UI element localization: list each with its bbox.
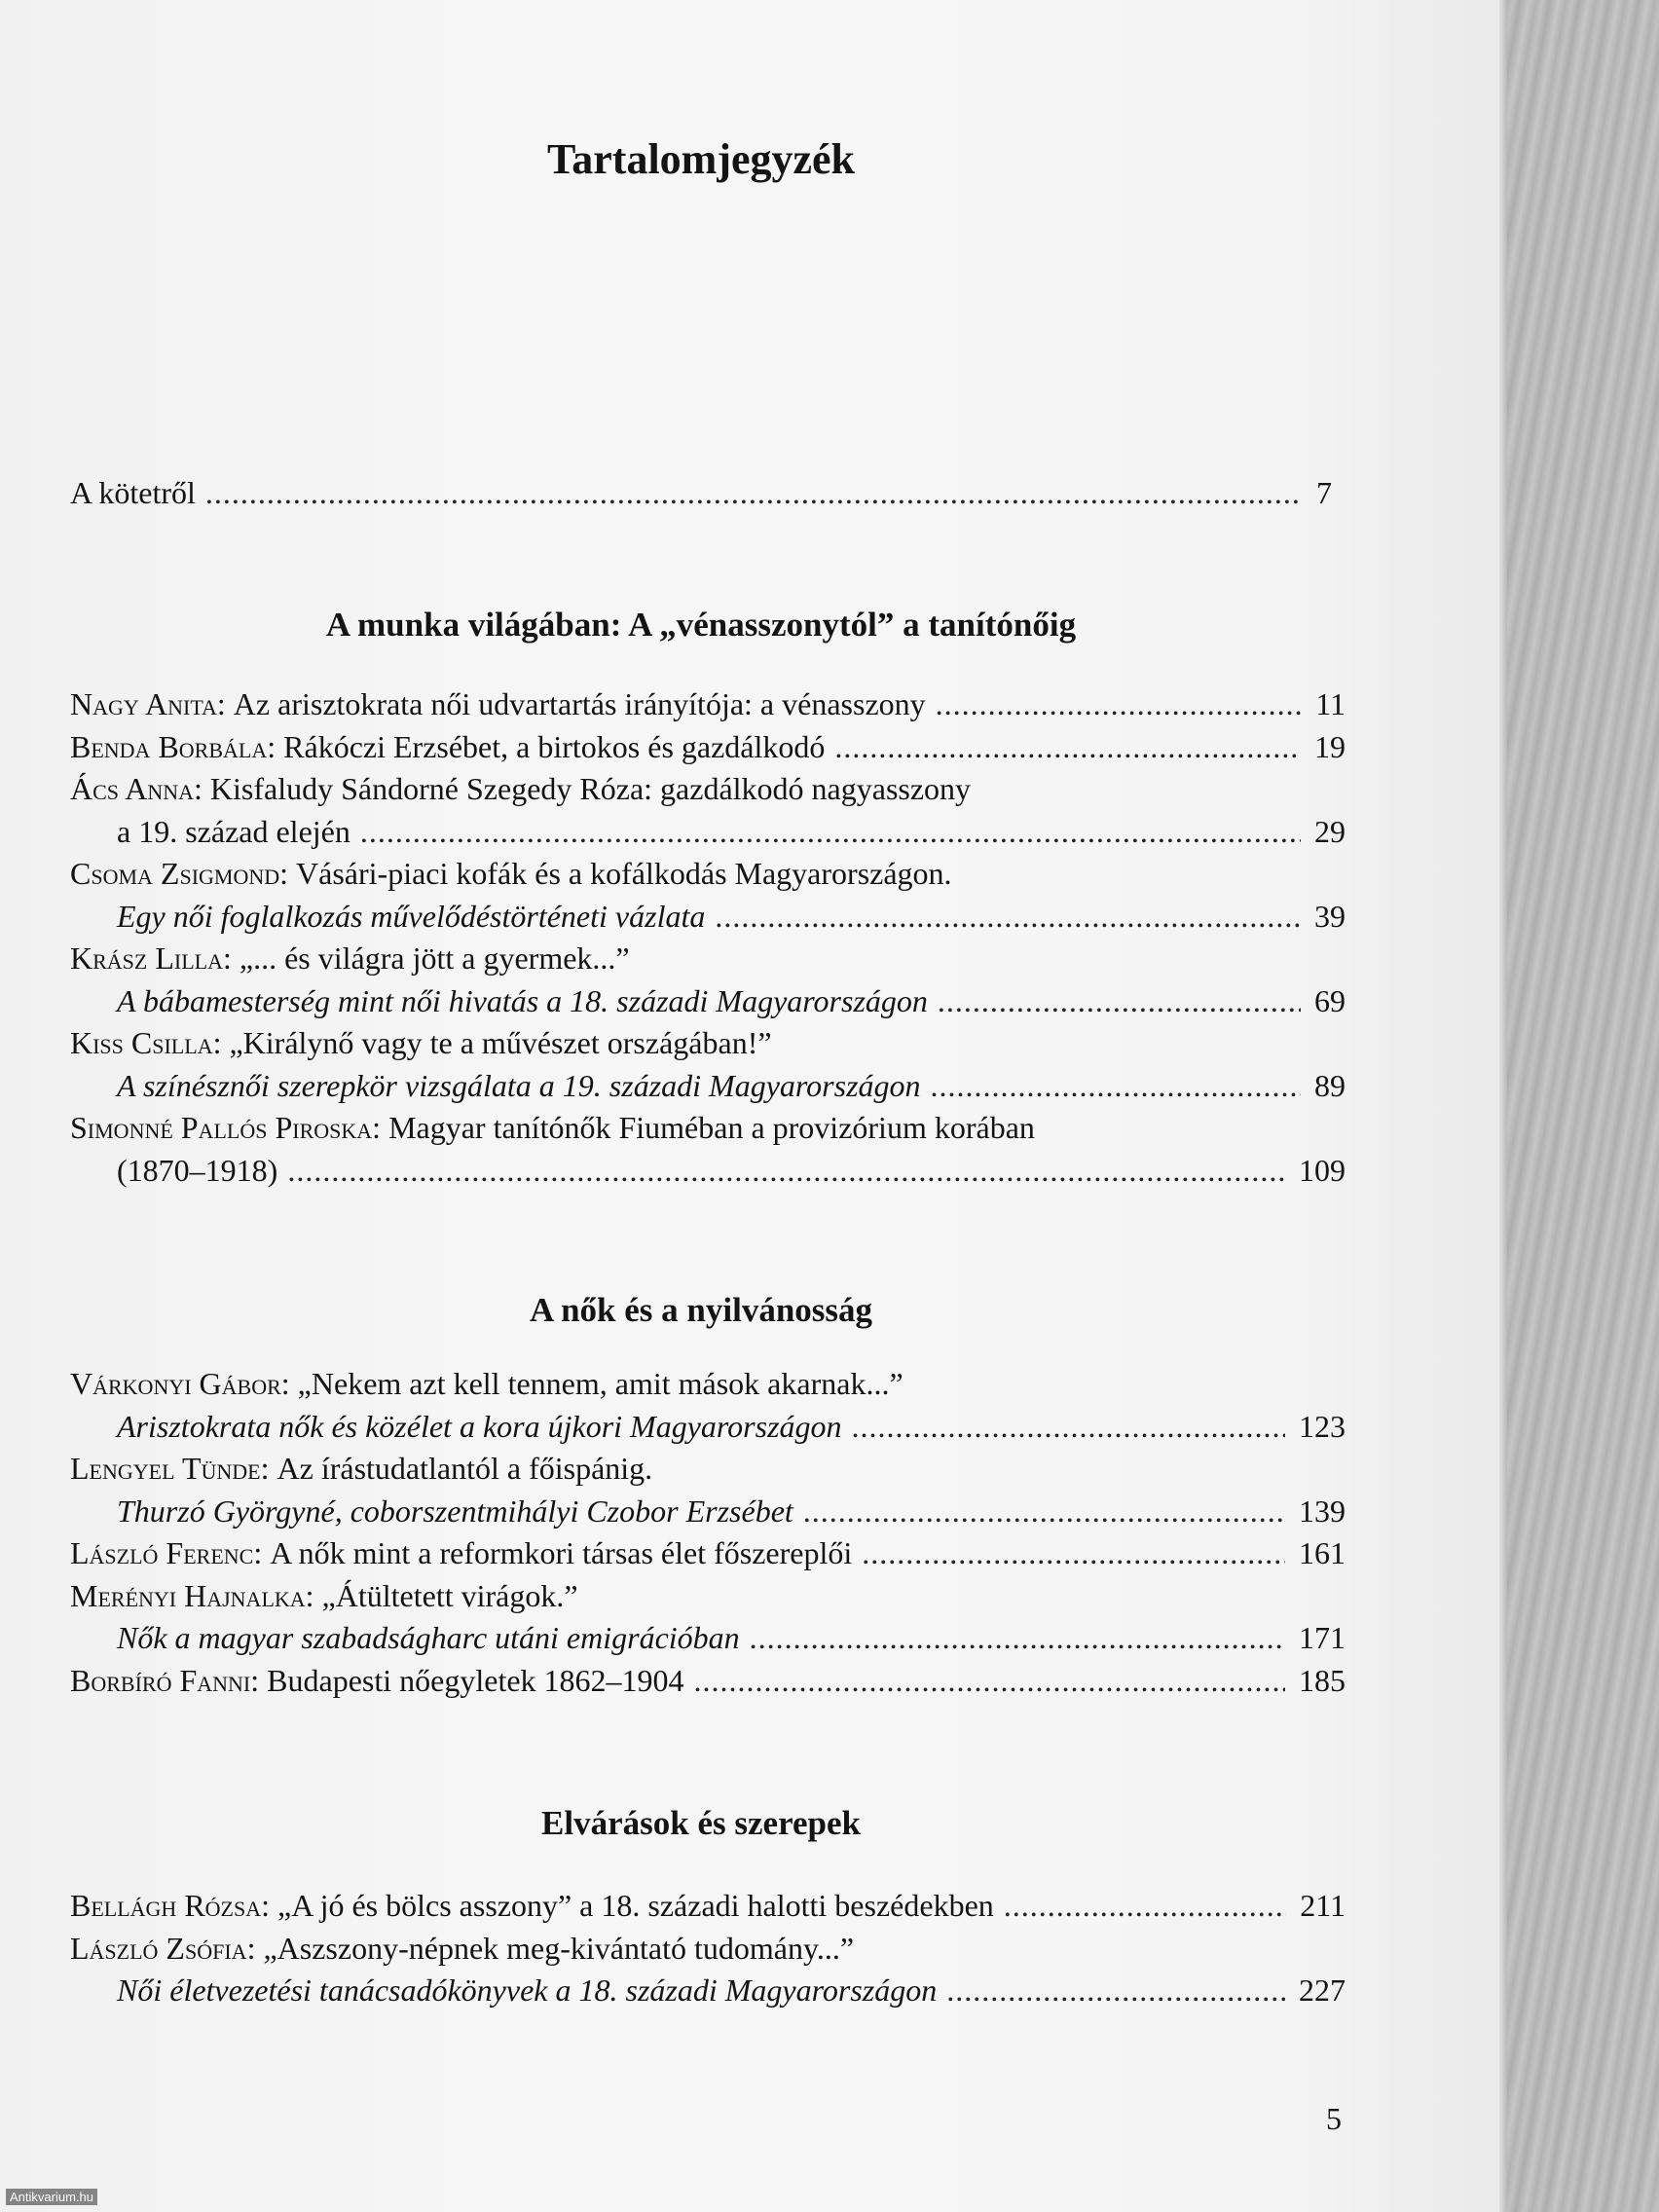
toc-entry-line: [70, 683, 1346, 726]
toc-author: Benda Borbála: [70, 728, 268, 764]
toc-page-number: 123: [1299, 1408, 1346, 1444]
toc-entry-line: [70, 938, 1346, 980]
page-title: Tartalomjegyzék: [546, 135, 856, 183]
toc-entry-line: [70, 1491, 1346, 1533]
toc-title: „... és világra jött a gyermek...”: [239, 940, 630, 976]
toc-entry[interactable]: [70, 683, 1346, 726]
dot-leader: [750, 1617, 1285, 1660]
toc-entry-line: [70, 1363, 1346, 1406]
author-separator: :: [279, 856, 297, 891]
toc-entry-line: [70, 896, 1346, 939]
toc-entry-line: [70, 1660, 1346, 1703]
toc-title: „Aszszony-népnek meg-kivántató tudomány...”: [263, 1930, 855, 1966]
toc-title: Rákóczi Erzsébet, a birtokos és gazdálkodó: [283, 728, 826, 764]
author-separator: :: [261, 1888, 278, 1923]
toc-author: Bellágh Rózsa: [70, 1888, 262, 1923]
dot-leader: [715, 896, 1301, 939]
toc-page-number: 89: [1314, 1067, 1346, 1103]
toc-subtitle: A bábamesterség mint női hivatás a 18. századi Magyarországon: [117, 982, 928, 1018]
toc-subtitle: Nők a magyar szabadságharc utáni emigrációban: [117, 1620, 740, 1655]
dot-leader: [834, 726, 1301, 769]
toc-entry-line: [70, 1617, 1346, 1660]
toc-entry[interactable]: [70, 1532, 1346, 1575]
section-entries: [70, 1363, 1346, 1702]
toc-entry-line: [70, 1532, 1346, 1575]
toc-entry[interactable]: [70, 768, 1346, 853]
dot-leader: [1004, 1885, 1286, 1928]
dot-leader: [205, 475, 1303, 511]
toc-title: Az írástudatlantól a főispánig.: [276, 1451, 653, 1486]
toc-page-number: 109: [1299, 1152, 1346, 1188]
toc-title: „Nekem azt kell tennem, amit mások akarnak...”: [297, 1366, 903, 1401]
page-number: 5: [1326, 2101, 1342, 2136]
dot-leader: [803, 1491, 1285, 1533]
toc-page-number: 69: [1314, 982, 1346, 1018]
toc-title: Az arisztokrata női udvartartás irányítója: a vénasszony: [233, 686, 926, 721]
toc-title: A nők mint a reformkori társas élet főszereplői: [270, 1535, 853, 1570]
section-entries: [70, 1885, 1346, 2012]
toc-page-number: 39: [1314, 898, 1346, 934]
toc-title: Vásári-piaci kofák és a kofálkodás Magyarországon.: [296, 856, 952, 891]
toc-author: Nagy Anita: [70, 686, 217, 721]
author-separator: :: [246, 1930, 264, 1966]
section-entries: [70, 683, 1346, 1192]
toc-entry[interactable]: [70, 938, 1346, 1022]
toc-page-number: 29: [1314, 813, 1346, 849]
toc-page-number: 211: [1300, 1888, 1346, 1923]
toc-entry[interactable]: [70, 1575, 1346, 1660]
dot-leader: [862, 1532, 1285, 1575]
toc-entry-line: [70, 1406, 1346, 1449]
toc-entry-line: [70, 1150, 1346, 1193]
toc-author: Kiss Csilla: [70, 1025, 213, 1060]
toc-entry[interactable]: [70, 1660, 1346, 1703]
toc-entry-line: [70, 980, 1346, 1023]
toc-entry[interactable]: [70, 1885, 1346, 1928]
toc-entry[interactable]: [70, 1107, 1346, 1192]
author-separator: :: [212, 1025, 230, 1060]
toc-title: Budapesti nőegyletek 1862–1904: [267, 1662, 684, 1698]
section-heading: Elvárások és szerepek: [541, 1804, 861, 1842]
section-heading: A munka világában: A „vénasszonytól” a tanítónőig: [325, 606, 1077, 644]
toc-title: „A jó és bölcs asszony” a 18. századi halotti beszédekben: [277, 1888, 994, 1923]
toc-subtitle: Női életvezetési tanácsadókönyvek a 18. századi Magyarországon: [117, 1972, 938, 2008]
author-separator: :: [372, 1110, 389, 1145]
toc-author: Ács Anna: [70, 771, 195, 806]
toc-entry[interactable]: [70, 1363, 1346, 1448]
toc-page-number: 19: [1314, 728, 1346, 764]
author-separator: :: [222, 940, 240, 976]
section-heading: A nők és a nyilvánosság: [529, 1291, 873, 1329]
toc-subtitle: Egy női foglalkozás művelődéstörténeti vázlata: [117, 898, 706, 934]
toc-entry-line: [70, 1022, 1346, 1065]
toc-entry[interactable]: [70, 1022, 1346, 1107]
toc-author: László Zsófia: [70, 1930, 247, 1966]
toc-page-number: 139: [1299, 1493, 1346, 1529]
toc-entry-line: [70, 768, 1346, 811]
author-separator: :: [216, 686, 234, 721]
toc-author: Krász Lilla: [70, 940, 223, 976]
author-separator: :: [250, 1662, 268, 1698]
toc-intro-entry: [70, 475, 1332, 511]
toc-author: Lengyel Tünde: [70, 1451, 261, 1486]
toc-author: Simonné Pallós Piroska: [70, 1110, 373, 1145]
dot-leader: [936, 683, 1303, 726]
toc-title: „Királynő vagy te a művészet országában!”: [229, 1025, 772, 1060]
toc-title-continuation: a 19. század elején: [117, 813, 350, 849]
toc-page-number: 161: [1299, 1535, 1346, 1570]
author-separator: :: [267, 728, 284, 764]
toc-page-number: 185: [1299, 1662, 1346, 1698]
toc-title: „Átültetett virágok.”: [321, 1577, 578, 1613]
toc-entry-line: [70, 726, 1346, 769]
toc-entry-line: [70, 853, 1346, 896]
watermark: Antikvarium.hu: [6, 2189, 97, 2205]
toc-author: Merényi Hajnalka: [70, 1577, 306, 1613]
toc-title-continuation: (1870–1918): [117, 1152, 278, 1188]
toc-entry[interactable]: [70, 1928, 1346, 2012]
toc-page-number: 11: [1315, 686, 1346, 721]
toc-entry-line: [70, 1107, 1346, 1150]
toc-title: Kisfaludy Sándorné Szegedy Róza: gazdálkodó nagyasszony: [209, 771, 972, 806]
dot-leader: [287, 1150, 1285, 1193]
toc-entry-line: [70, 1448, 1346, 1491]
toc-subtitle: Arisztokrata nők és közélet a kora újkori Magyarországon: [117, 1408, 842, 1444]
dot-leader: [852, 1406, 1285, 1449]
toc-entry-line: [70, 1065, 1346, 1108]
dot-leader: [694, 1660, 1285, 1703]
toc-title: Magyar tanítónők Fiuméban a provizórium korában: [388, 1110, 1035, 1145]
toc-subtitle: A színésznői szerepkör vizsgálata a 19. századi Magyarországon: [117, 1067, 921, 1103]
toc-page-number: 227: [1299, 1972, 1346, 2008]
toc-page-number: 171: [1299, 1620, 1346, 1655]
dot-leader: [946, 1970, 1285, 2012]
toc-entry[interactable]: [70, 853, 1346, 938]
toc-entry-line: [70, 1970, 1346, 2012]
toc-entry[interactable]: [70, 1448, 1346, 1532]
toc-entry-line: [70, 811, 1346, 854]
toc-entry-line: [70, 1928, 1346, 1971]
author-separator: :: [280, 1366, 298, 1401]
author-separator: :: [260, 1451, 277, 1486]
toc-page-number: 7: [1316, 475, 1332, 510]
toc-entry-line: [70, 1575, 1346, 1618]
toc-entry-line: [70, 1885, 1346, 1928]
toc-author: Várkonyi Gábor: [70, 1366, 281, 1401]
toc-entry[interactable]: [70, 726, 1346, 769]
toc-author: László Ferenc: [70, 1535, 254, 1570]
author-separator: :: [305, 1577, 322, 1613]
toc-intro-label: A kötetről: [70, 475, 196, 510]
dot-leader: [938, 980, 1301, 1023]
author-separator: :: [253, 1535, 271, 1570]
dot-leader: [931, 1065, 1301, 1108]
author-separator: :: [194, 771, 210, 806]
toc-author: Csoma Zsigmond: [70, 856, 280, 891]
background-strip: [1507, 0, 1659, 2212]
toc-subtitle: Thurzó Györgyné, coborszentmihályi Czobor Erzsébet: [117, 1493, 793, 1529]
dot-leader: [360, 811, 1301, 854]
toc-author: Borbíró Fanni: [70, 1662, 251, 1698]
